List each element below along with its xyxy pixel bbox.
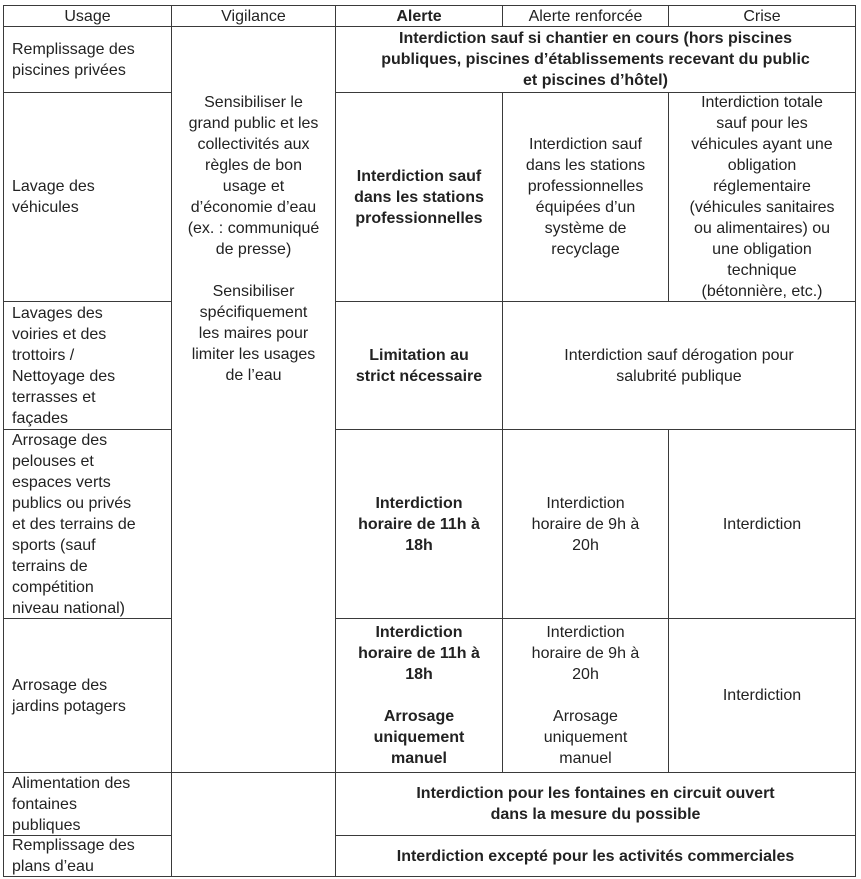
vigilance-text-public: Sensibiliser le grand public et les collectivités aux règles de bon usage et d’économie d’eau (ex. : communiqué de presse)	[187, 94, 320, 258]
restriction-piscines: Interdiction sauf si chantier en cours (hors piscines publiques, piscines d’établissements recevant du public et piscines d’hôtel)	[335, 26, 856, 93]
alerte-vehicules: Interdiction sauf dans les stations professionnelles	[335, 92, 503, 302]
renforcee-pelouses: Interdiction horaire de 9h à 20h	[502, 429, 669, 619]
crise-potagers: Interdiction	[668, 618, 856, 773]
usage-fontaines: Alimentation des fontaines publiques	[3, 772, 172, 836]
renforcee-potagers-horaire: Interdiction horaire de 9h à 20h	[531, 624, 640, 683]
vigilance-fontaines	[171, 772, 336, 877]
usage-plans-eau: Remplissage des plans d’eau	[3, 835, 172, 877]
crise-pelouses: Interdiction	[668, 429, 856, 619]
header-alerte: Alerte	[335, 5, 503, 27]
alerte-pelouses: Interdiction horaire de 11h à 18h	[335, 429, 503, 619]
renforcee-potagers	[502, 618, 669, 773]
header-usage: Usage	[3, 5, 172, 27]
alerte-voiries: Limitation au strict nécessaire	[335, 301, 503, 430]
crise-vehicules: Interdiction totale sauf pour les véhicules ayant une obligation réglementaire (véhicules sanitaires ou alimentaires) ou une obligation technique (bétonnière, etc.)	[668, 92, 856, 302]
restriction-plans-eau: Interdiction excepté pour les activités commerciales	[335, 835, 856, 877]
alerte-potagers	[335, 618, 503, 773]
renforcee-potagers-manuel: Arrosage uniquement manuel	[543, 708, 628, 767]
header-crise: Crise	[668, 5, 856, 27]
header-alerte-renforcee: Alerte renforcée	[502, 5, 669, 27]
usage-pelouses: Arrosage des pelouses et espaces verts publics ou privés et des terrains de sports (sauf terrains de compétition niveau national)	[3, 429, 172, 619]
restriction-fontaines: Interdiction pour les fontaines en circuit ouvert dans la mesure du possible	[335, 772, 856, 836]
renforcee-crise-voiries: Interdiction sauf dérogation pour salubrité publique	[502, 301, 856, 430]
usage-voiries: Lavages des voiries et des trottoirs / Nettoyage des terrasses et façades	[3, 301, 172, 430]
restrictions-table	[3, 5, 856, 877]
header-vigilance: Vigilance	[171, 5, 336, 27]
usage-piscines: Remplissage des piscines privées	[3, 26, 172, 93]
alerte-potagers-manuel: Arrosage uniquement manuel	[373, 708, 465, 767]
vigilance-sensibilisation	[171, 26, 336, 773]
renforcee-vehicules: Interdiction sauf dans les stations professionnelles équipées d’un système de recyclage	[502, 92, 669, 302]
alerte-potagers-horaire: Interdiction horaire de 11h à 18h	[358, 624, 480, 683]
vigilance-text-maires: Sensibiliser spécifiquement les maires pour limiter les usages de l’eau	[191, 283, 316, 384]
usage-potagers: Arrosage des jardins potagers	[3, 618, 172, 773]
usage-vehicules: Lavage des véhicules	[3, 92, 172, 302]
